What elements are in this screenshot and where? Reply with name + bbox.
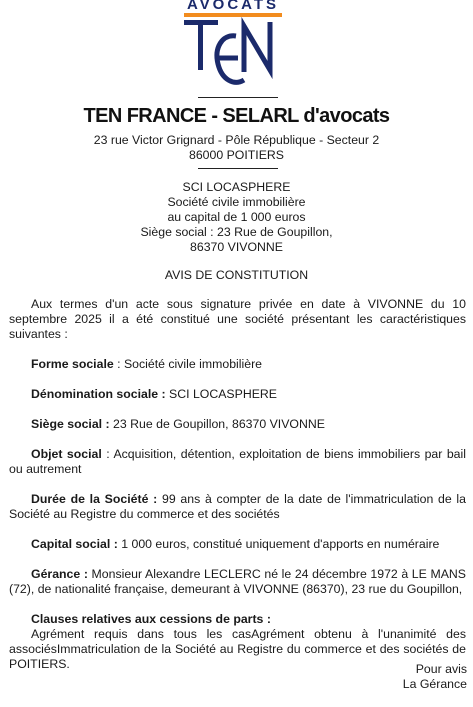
firm-address-line2: 86000 POITIERS [188, 148, 284, 162]
company-name: SCI LOCASPHERE [182, 180, 291, 194]
signature-block [267, 662, 467, 692]
item-label: Gérance : [31, 567, 88, 581]
company-block [0, 180, 473, 255]
company-seat-line1: Siège social : 23 Rue de Goupillon, [140, 225, 333, 239]
item-label: Objet social [31, 447, 102, 461]
signature-line2: La Gérance [402, 677, 467, 691]
item-siege-social [9, 417, 466, 432]
company-seat-line2: 86370 VIVONNE [190, 240, 283, 254]
item-label: Siège social : [31, 417, 110, 431]
item-value: Acquisition, détention, exploitation de biens immobiliers par bail ou autrement [9, 447, 466, 476]
header-rule-top [198, 97, 278, 98]
item-forme-sociale: Forme sociale : Société civile immobilière [31, 357, 262, 371]
item-label: Durée de la Société : [31, 492, 158, 506]
clauses-text: Agrément requis dans tous les casAgrément obtenu à l'unanimité des associésImmatriculation de la Société au Registre du commerce et des sociétés de POITIERS. [9, 627, 466, 671]
company-type: Société civile immobilière [167, 195, 306, 209]
notice-intro: Aux termes d'un acte sous signature privée en date à VIVONNE du 10 septembre 2025 il a été constitué une société présentant les caractéristiques suivantes : [9, 297, 466, 341]
item-value: Monsieur Alexandre LECLERC né le 24 décembre 1972 à LE MANS (72), de nationalité française, demeurant à VIVONNE (86370), 23 rue du Goupillon, [9, 567, 466, 596]
header-rule-bottom [198, 168, 278, 169]
item-label: Capital social : [31, 537, 118, 551]
item-duree [9, 492, 466, 522]
firm-name: TEN FRANCE - SELARL d'avocats [83, 105, 390, 127]
item-capital-social [9, 537, 466, 552]
item-objet-social: Objet social : Acquisition, détention, exploitation de biens immobiliers par bail ou autrement [9, 447, 466, 476]
signature-line1: Pour avis [415, 662, 467, 676]
item-value: Société civile immobilière [123, 357, 262, 371]
logo-wordmark: AVOCATS [186, 0, 280, 13]
item-value: 23 Rue de Goupillon, 86370 VIVONNE [113, 417, 325, 431]
firm-address-line1: 23 rue Victor Grignard - Pôle République - Secteur 2 [93, 133, 380, 147]
item-label: Dénomination sociale : [31, 387, 166, 401]
clauses-label: Clauses relatives aux cessions de parts : [31, 612, 271, 626]
item-value: SCI LOCASPHERE [169, 387, 278, 401]
item-gerance [9, 567, 466, 597]
ten-monogram-icon [178, 14, 288, 92]
company-capital: au capital de 1 000 euros [167, 210, 306, 224]
item-value: 99 ans à compter de la date de l'immatriculation de la Société au Registre du commerce et des sociétés [9, 492, 467, 521]
firm-address [0, 133, 473, 163]
firm-logo [178, 0, 288, 92]
notice-heading: AVIS DE CONSTITUTION [164, 268, 309, 282]
item-label: Forme sociale [31, 357, 114, 371]
item-denomination [9, 387, 466, 402]
item-value: 1 000 euros, constitué uniquement d'apports en numéraire [121, 537, 440, 551]
notice-body [9, 297, 466, 672]
